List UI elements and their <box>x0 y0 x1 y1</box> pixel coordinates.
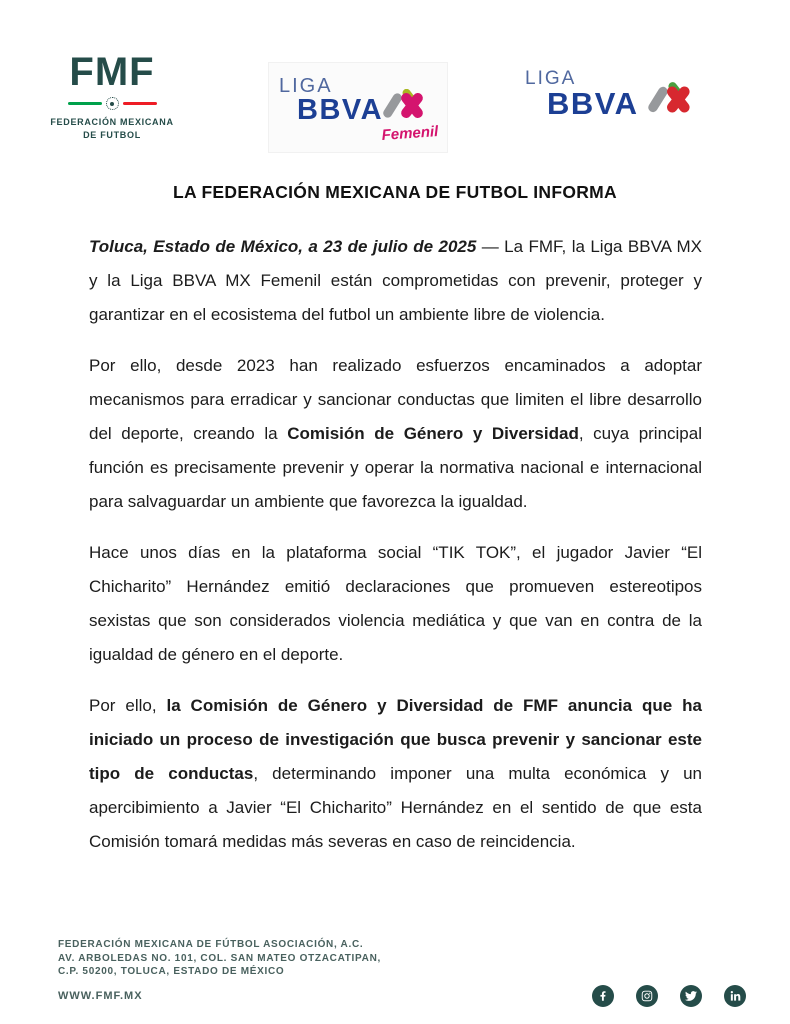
facebook-icon[interactable] <box>592 985 614 1007</box>
footer-address <box>58 938 381 979</box>
page-title: LA FEDERACIÓN MEXICANA DE FUTBOL INFORMA <box>173 182 617 202</box>
bbva-wordmark: BBVA <box>297 94 384 126</box>
bbva-wordmark: BBVA <box>547 86 639 121</box>
address-line-1: FEDERACIÓN MEXICANA DE FÚTBOL ASOCIACIÓN, A.C. <box>58 939 364 950</box>
paragraph-comision: Por ello, desde 2023 han realizado esfuerzos encaminados a adoptar mecanismos para erradicar y sancionar conductas que limiten el libre desarrollo del deporte, creando la Comisión de Género y Diversidad, cuya principal función es precisamente prevenir y operar la normativa nacional e internacional para salvaguardar un ambiente que favorezca la igualdad. <box>89 356 702 511</box>
liga-femenil-x-emblem-icon <box>382 89 428 123</box>
soccer-ball-icon <box>106 97 119 110</box>
twitter-icon[interactable] <box>680 985 702 1007</box>
paragraph-sancion: Por ello, la Comisión de Género y Diversidad de FMF anuncia que ha iniciado un proceso de investigación que busca prevenir y sancionar este tipo de conductas, determinando imponer una multa económica y un apercibimiento a Javier “El Chicharito” Hernández en el sentido de que esta Comisión tomará medidas más severas en caso de reincidencia. <box>89 696 702 851</box>
liga-mx-x-emblem-icon <box>647 82 695 118</box>
social-links <box>592 985 746 1007</box>
fmf-tricolor-divider <box>50 97 174 110</box>
fmf-sub-line2: DE FUTBOL <box>83 129 141 140</box>
paragraph-dateline: Toluca, Estado de México, a 23 de julio de 2025 — La FMF, la Liga BBVA MX y la Liga BBVA MX Femenil están comprometidas con prevenir, proteger y garantizar en el ecosistema del futbol un ambiente libre de violencia. <box>89 237 702 324</box>
fmf-sub-line1: FEDERACIÓN MEXICANA <box>50 117 174 127</box>
red-line <box>123 102 157 105</box>
fmf-logo <box>50 52 174 141</box>
press-release-body <box>89 230 702 859</box>
liga-bbva-femenil-logo <box>268 62 448 153</box>
liga-wordmark: LIGA <box>279 75 333 97</box>
liga-bbva-mx-logo <box>513 68 697 132</box>
address-line-3: C.P. 50200, TOLUCA, ESTADO DE MÉXICO <box>58 966 285 977</box>
linkedin-icon[interactable] <box>724 985 746 1007</box>
address-line-2: AV. ARBOLEDAS NO. 101, COL. SAN MATEO OTZACATIPAN, <box>58 952 381 964</box>
fmf-acronym: FMF <box>69 50 155 94</box>
website-label: WWW.FMF.MX <box>58 990 143 1002</box>
green-line <box>68 102 102 105</box>
instagram-icon[interactable] <box>636 985 658 1007</box>
paragraph-tiktok: Hace unos días en la plataforma social “TIK TOK”, el jugador Javier “El Chicharito” Hernández emitió declaraciones que promueven estereotipos sexistas que son considerados violencia mediática y que van en contra de la igualdad de género en el deporte. <box>89 543 702 664</box>
liga-wordmark: LIGA <box>525 68 577 89</box>
femenil-script-wordmark: Femenil <box>381 123 439 144</box>
